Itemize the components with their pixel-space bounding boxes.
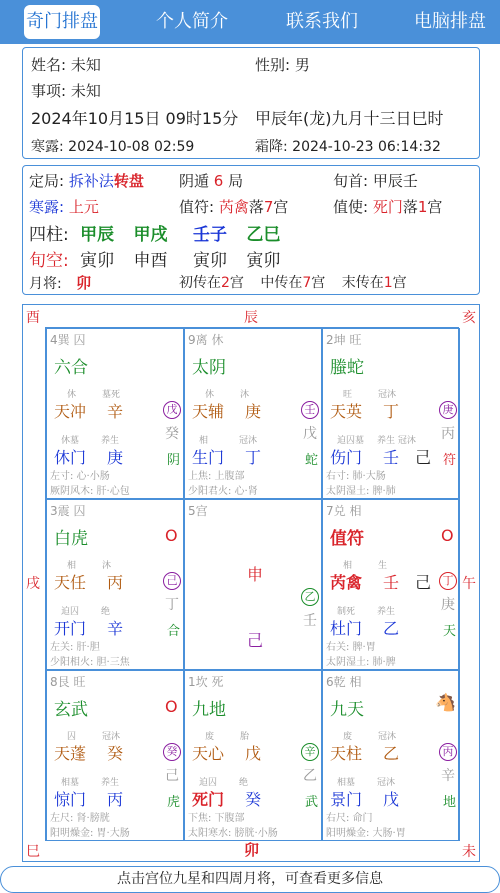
circle-stem: 丙 <box>439 743 457 761</box>
sizhu-year: 甲辰 <box>80 225 115 245</box>
door-tag2: 养生 <box>101 778 120 788</box>
yuejiang-line <box>29 272 91 293</box>
circle-stem: 丁 <box>439 572 457 590</box>
palace-header: 3震 囚 <box>50 504 86 518</box>
star-name[interactable]: 天蓬 <box>54 744 87 763</box>
method-prefix: 定局: <box>29 172 69 190</box>
star-tag2: 冠沐 <box>378 390 397 400</box>
method-b: 转盘 <box>113 172 144 190</box>
star-tag2: 胎 <box>240 732 250 742</box>
solar-term-start: 寒露: 2024-10-08 02:59 <box>31 139 195 155</box>
zhishi-suf: 宫 <box>427 198 443 216</box>
star-tag: 废 <box>205 732 215 742</box>
door-name[interactable]: 景门 <box>330 790 363 809</box>
body-map-2: 阳明燥金: 大肠·胃 <box>326 828 406 839</box>
zhifu-star: 芮禽 <box>218 198 249 216</box>
star-tag: 废 <box>343 732 353 742</box>
chuan1: 初传在 <box>179 275 221 291</box>
door-name[interactable]: 开门 <box>54 619 87 638</box>
star-name[interactable]: 天任 <box>54 573 87 592</box>
circle-stem: 庚 <box>439 401 457 419</box>
star-stem: 辛 <box>107 402 124 421</box>
star-stem: 丁 <box>383 402 400 421</box>
palace-header: 6乾 相 <box>326 675 362 689</box>
circle-stem: 己 <box>163 572 181 590</box>
door-stem2: 己 <box>415 448 432 467</box>
edge-top-right[interactable]: 亥 <box>462 310 476 326</box>
star-stem: 壬 <box>383 573 400 592</box>
palace-2[interactable] <box>184 328 322 499</box>
star-stem: 戊 <box>245 744 262 763</box>
method-a: 拆补法 <box>68 172 114 190</box>
star-stem: 丙 <box>107 573 124 592</box>
door-name[interactable]: 生门 <box>192 448 225 467</box>
door-tag: 相 <box>199 436 209 446</box>
body-map-2: 太阴湿土: 脾·肺 <box>326 486 396 497</box>
body-map-2: 太阴湿土: 肺·脾 <box>326 657 396 668</box>
palace-6[interactable] <box>322 499 460 670</box>
zhishi-line <box>333 196 442 217</box>
star-name[interactable]: 天冲 <box>54 402 87 421</box>
star-tag: 相 <box>67 561 77 571</box>
palace-header: 5宫 <box>188 504 208 518</box>
star-tag2: 冠沐 <box>378 732 397 742</box>
chuan3: 末传在 <box>341 275 384 291</box>
circle-stem: 辛 <box>301 743 319 761</box>
palace-8[interactable] <box>184 670 322 841</box>
god-name[interactable]: 值符 <box>330 529 364 549</box>
gray-stem: 丁 <box>165 597 179 613</box>
god-name[interactable]: 玄武 <box>54 700 88 720</box>
footer-hint: 点击宫位九星和四周月将，可查看更多信息 <box>0 866 500 893</box>
tab-profile[interactable]: 个人简介 <box>156 11 228 32</box>
door-stem: 庚 <box>107 448 124 467</box>
star-tag: 休 <box>67 390 77 400</box>
xunkong-line <box>29 246 280 271</box>
edge-mid-left[interactable]: 戌 <box>26 576 40 592</box>
star-name[interactable]: 芮禽 <box>330 573 363 592</box>
zhifu-prefix: 值符: <box>179 198 219 216</box>
empty-mark: O <box>165 697 178 716</box>
door-tag: 休墓 <box>61 436 80 446</box>
door-name[interactable]: 休门 <box>54 448 87 467</box>
center-stem-a: 申 <box>247 565 264 584</box>
chuan3-num: 1 <box>383 275 393 291</box>
gray-stem: 辛 <box>441 768 455 784</box>
side-god: 合 <box>167 624 181 639</box>
door-name[interactable]: 杜门 <box>330 619 363 638</box>
star-name[interactable]: 天柱 <box>330 744 363 763</box>
gray-stem: 戊 <box>303 426 317 442</box>
side-god: 蛇 <box>305 453 319 468</box>
star-stem: 乙 <box>383 744 400 763</box>
tab-pc-paipan[interactable]: 电脑排盘 <box>414 11 486 32</box>
qimen-board <box>22 304 480 862</box>
star-tag2: 沐 <box>240 390 250 400</box>
star-tag2: 墓死 <box>102 390 121 400</box>
chuan1-num: 2 <box>221 275 230 291</box>
door-stem: 壬 <box>383 448 400 467</box>
god-name[interactable]: 太阴 <box>192 358 226 378</box>
door-tag2: 养生 <box>377 607 396 617</box>
term-line <box>29 196 99 217</box>
palace-9[interactable] <box>322 670 460 841</box>
star-name[interactable]: 天心 <box>192 744 225 763</box>
empty-mark: O <box>165 526 178 545</box>
palace-5[interactable] <box>184 499 322 670</box>
center-circle-stem: 乙 <box>301 588 319 606</box>
body-map-2: 阳明燥金: 胃·大肠 <box>50 828 130 839</box>
star-tag: 囚 <box>67 732 77 742</box>
horse-icon: 🐴 <box>435 693 457 713</box>
door-tag2: 养生 冠沐 <box>377 436 416 446</box>
edge-top-mid[interactable]: 辰 <box>244 310 258 326</box>
god-name[interactable]: 九天 <box>330 700 364 720</box>
gender-field: 性别: 男 <box>255 56 310 74</box>
circle-stem: 癸 <box>163 743 181 761</box>
chuan3-suf: 宫 <box>392 275 407 291</box>
zhifu-line <box>179 196 288 217</box>
tab-contact[interactable]: 联系我们 <box>286 11 358 32</box>
palace-header: 8艮 旺 <box>50 675 86 689</box>
method-line <box>29 170 144 191</box>
chart-meta-panel <box>22 165 480 295</box>
zhishi-num: 1 <box>417 198 428 216</box>
chuan1-suf: 宫 <box>229 275 244 291</box>
door-name[interactable]: 死门 <box>192 790 225 809</box>
door-tag2: 绝 <box>239 778 249 788</box>
door-stem: 辛 <box>107 619 124 638</box>
yuejiang-label: 月将: <box>29 276 62 292</box>
zhifu-suf: 宫 <box>273 198 289 216</box>
palace-3[interactable] <box>322 328 460 499</box>
edge-top-left[interactable]: 酉 <box>26 310 40 326</box>
yuan: 上元 <box>68 198 99 216</box>
body-map-1: 左尺: 肾·膀胱 <box>50 813 110 824</box>
door-tag: 迫囚 <box>199 778 218 788</box>
star-tag2: 冠沐 <box>102 732 121 742</box>
body-map-2: 厥阴风木: 肝·心包 <box>50 486 130 497</box>
door-tag2: 绝 <box>101 607 111 617</box>
matter-field: 事项: 未知 <box>31 82 101 100</box>
gray-stem: 丙 <box>441 426 455 442</box>
god-name[interactable]: 白虎 <box>54 529 88 549</box>
side-god: 武 <box>305 795 319 810</box>
sizhu-label: 四柱: <box>29 225 69 245</box>
solar-term-end: 霜降: 2024-10-23 06:14:32 <box>255 139 441 155</box>
yuejiang-value[interactable]: 卯 <box>76 274 92 292</box>
body-map-1: 左寸: 心·小肠 <box>50 471 110 482</box>
palace-1[interactable] <box>46 328 184 499</box>
ju-prefix: 阴遁 <box>179 172 214 190</box>
door-tag2: 冠沐 <box>239 436 258 446</box>
sizhu-day: 壬子 <box>192 225 227 245</box>
body-map-1: 下焦: 下腹部 <box>188 813 245 824</box>
xunkong-label: 旬空: <box>29 251 69 271</box>
door-tag: 制死 <box>337 607 356 617</box>
circle-stem: 壬 <box>301 401 319 419</box>
ju-number: 6 <box>213 172 224 190</box>
zhifu-mid: 落 <box>248 198 264 216</box>
gray-stem: 己 <box>165 768 179 784</box>
star-tag2: 沐 <box>102 561 112 571</box>
lunar-datetime: 甲辰年(龙)九月十三日巳时 <box>255 109 444 128</box>
palace-header: 1坎 死 <box>188 675 224 689</box>
door-tag2: 养生 <box>101 436 120 446</box>
door-tag: 迫囚 <box>61 607 80 617</box>
star-tag: 相 <box>343 561 353 571</box>
body-map-2: 少阳相火: 胆·三焦 <box>50 657 130 668</box>
door-tag: 相墓 <box>61 778 80 788</box>
door-stem: 丁 <box>245 448 262 467</box>
palace-header: 4巽 囚 <box>50 333 86 347</box>
star-stem: 庚 <box>245 402 262 421</box>
xunshou: 旬首: 甲辰壬 <box>333 172 418 190</box>
side-god: 虎 <box>167 795 181 810</box>
edge-bot-right[interactable]: 未 <box>462 844 476 860</box>
ju-line <box>179 170 243 191</box>
body-map-1: 上焦: 上腹部 <box>188 471 245 482</box>
star-stem: 癸 <box>107 744 124 763</box>
body-map-1: 右寸: 肺·大肠 <box>326 471 386 482</box>
door-name[interactable]: 伤门 <box>330 448 363 467</box>
star-tag2: 生 <box>378 561 388 571</box>
body-map-1: 右尺: 命门 <box>326 813 373 824</box>
side-god: 阴 <box>167 453 181 468</box>
empty-mark: O <box>441 526 454 545</box>
door-name[interactable]: 惊门 <box>54 790 87 809</box>
edge-bot-left[interactable]: 巳 <box>26 844 40 860</box>
body-map-2: 少阳君火: 心·肾 <box>188 486 258 497</box>
star-name[interactable]: 天辅 <box>192 402 225 421</box>
zhishi-mid: 落 <box>402 198 418 216</box>
side-god: 符 <box>443 453 457 468</box>
xunkong-hour: 寅卯 <box>246 251 281 271</box>
star-stem2: 己 <box>415 573 432 592</box>
door-stem: 戊 <box>383 790 400 809</box>
zhishi-door: 死门 <box>372 198 403 216</box>
zhifu-num: 7 <box>263 198 274 216</box>
center-gray-stem: 壬 <box>303 613 317 629</box>
palace-header: 9离 休 <box>188 333 224 347</box>
body-map-1: 左关: 肝·胆 <box>50 642 100 653</box>
name-field: 姓名: 未知 <box>31 56 101 74</box>
basic-info-panel <box>22 47 480 159</box>
solar-datetime: 2024年10月15日 09时15分 <box>31 109 239 128</box>
god-name[interactable]: 六合 <box>54 358 88 378</box>
door-tag2: 冠沐 <box>377 778 396 788</box>
door-tag: 迫囚墓 <box>337 436 365 446</box>
door-stem: 丙 <box>107 790 124 809</box>
term-label: 寒露: <box>29 198 65 216</box>
gray-stem: 庚 <box>441 597 455 613</box>
zhishi-prefix: 值使: <box>333 198 373 216</box>
door-stem: 癸 <box>245 790 262 809</box>
star-name[interactable]: 天英 <box>330 402 363 421</box>
circle-stem: 戊 <box>163 401 181 419</box>
side-god: 天 <box>443 624 457 639</box>
palace-4[interactable] <box>46 499 184 670</box>
edge-mid-right[interactable]: 午 <box>462 576 476 592</box>
ju-suffix: 局 <box>223 172 244 190</box>
chuan2-num: 7 <box>302 275 312 291</box>
star-tag: 旺 <box>343 390 353 400</box>
xunkong-year: 寅卯 <box>80 251 115 271</box>
top-nav <box>0 0 500 44</box>
palace-7[interactable] <box>46 670 184 841</box>
door-tag: 相墓 <box>337 778 356 788</box>
gray-stem: 癸 <box>165 426 179 442</box>
chuan-line <box>179 272 407 292</box>
gray-stem: 乙 <box>303 768 317 784</box>
xunkong-month: 申酉 <box>133 251 168 271</box>
sizhu-hour: 乙巳 <box>246 225 281 245</box>
door-stem: 乙 <box>383 619 400 638</box>
edge-bot-mid[interactable]: 卯 <box>244 841 260 859</box>
sizhu-month: 甲戌 <box>133 225 168 245</box>
palace-header: 2坤 旺 <box>326 333 362 347</box>
god-name[interactable]: 螣蛇 <box>330 358 364 378</box>
chuan2: 中传在 <box>260 275 303 291</box>
god-name[interactable]: 九地 <box>192 700 226 720</box>
palace-grid <box>45 327 459 841</box>
side-god: 地 <box>443 795 457 810</box>
palace-header: 7兑 相 <box>326 504 362 518</box>
center-stem-b: 己 <box>247 631 264 650</box>
star-tag: 休 <box>205 390 215 400</box>
tab-qimen-paipan[interactable]: 奇门排盘 <box>22 3 102 41</box>
xunkong-day: 寅卯 <box>192 251 227 271</box>
chuan2-suf: 宫 <box>311 275 326 291</box>
body-map-2: 太阳寒水: 膀胱·小肠 <box>188 828 278 839</box>
sizhu-line <box>29 220 280 245</box>
body-map-1: 右关: 脾·胃 <box>326 642 376 653</box>
